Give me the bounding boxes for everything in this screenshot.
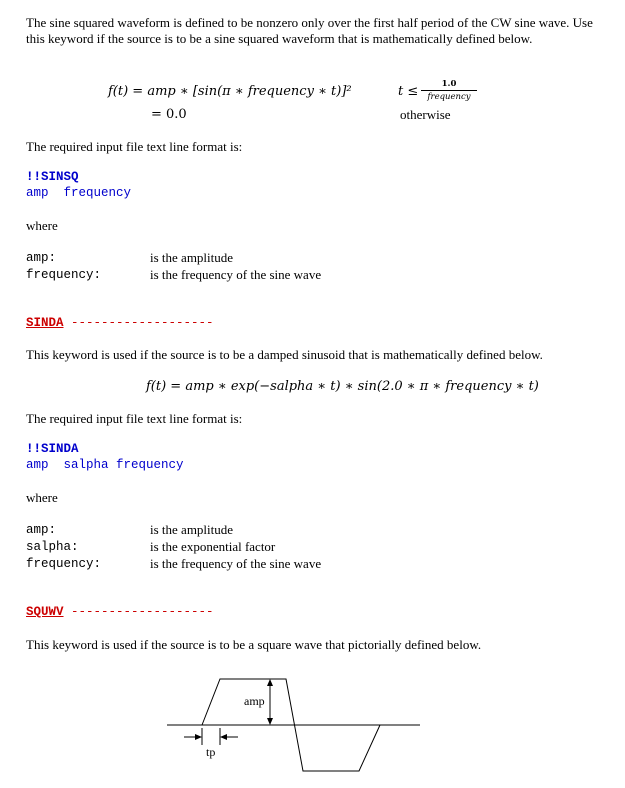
- fraction-numerator: 1.0: [421, 79, 477, 91]
- sinsq-where: where: [26, 218, 58, 233]
- sinsq-param-desc: is the frequency of the sine wave: [150, 267, 322, 282]
- sinda-param-name: amp:: [26, 523, 57, 537]
- amp-label: amp: [244, 694, 265, 708]
- tp-left-arrow-icon: [195, 734, 202, 740]
- sinda-param-desc: is the exponential factor: [150, 539, 276, 554]
- fraction-denominator: frequency: [427, 92, 471, 102]
- sinda-intro: This keyword is used if the source is to be a damped sinusoid that is mathematically defined below.: [26, 347, 543, 362]
- sinda-equation: f(t) = amp ∗ exp(−salpha ∗ t) ∗ sin(2.0 ∗ π ∗ frequency ∗ t): [146, 379, 539, 394]
- squwv-heading-keyword: SQUWV: [26, 605, 64, 619]
- sinsq-code-keyword: !!SINSQ: [26, 170, 79, 184]
- amp-arrow-down-icon: [267, 718, 273, 725]
- sinsq-condition-otherwise: otherwise: [400, 107, 451, 122]
- sinda-heading-keyword: SINDA: [26, 316, 64, 330]
- sinda-code-args: amp salpha frequency: [26, 458, 184, 472]
- sinsq-param-name: amp:: [26, 251, 57, 265]
- sinsq-intro: The sine squared waveform is defined to be nonzero only over the first half period of the CW sine wave. Use this keyword if the source is to be a sine squared waveform that is mathematically defined below.: [26, 15, 593, 46]
- sinsq-equation-line1: f(t) = amp ∗ [sin(π ∗ frequency ∗ t)]²: [108, 84, 352, 99]
- tp-label: tp: [206, 745, 216, 759]
- sinda-param-desc: is the amplitude: [150, 522, 234, 537]
- sinsq-condition-prefix: t ≤: [398, 84, 419, 99]
- tp-right-arrow-icon: [220, 734, 227, 740]
- squwv-heading-dashes: -------------------: [71, 605, 214, 619]
- amp-arrow-up-icon: [267, 679, 273, 686]
- squwv-intro: This keyword is used if the source is to be a square wave that pictorially defined below.: [26, 637, 482, 652]
- sinda-where: where: [26, 490, 58, 505]
- sinsq-format-label: The required input file text line format is:: [26, 139, 243, 154]
- sinda-param-desc: is the frequency of the sine wave: [150, 556, 322, 571]
- sinsq-code-args: amp frequency: [26, 186, 132, 200]
- sinsq-param-desc: is the amplitude: [150, 250, 234, 265]
- sinda-param-name: frequency:: [26, 557, 102, 571]
- sinda-param-name: salpha:: [26, 540, 79, 554]
- sinda-format-label: The required input file text line format is:: [26, 411, 243, 426]
- sinsq-param-name: frequency:: [26, 268, 102, 282]
- sinsq-equation-line2: = 0.0: [151, 107, 187, 122]
- sinda-heading-dashes: -------------------: [71, 316, 214, 330]
- sinda-code-keyword: !!SINDA: [26, 442, 79, 456]
